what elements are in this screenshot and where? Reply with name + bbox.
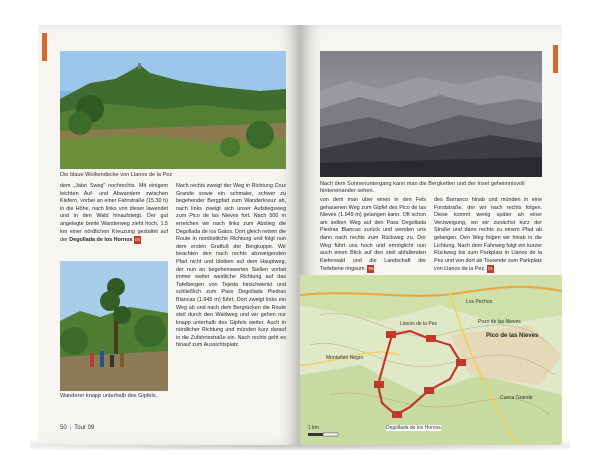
left-page bbox=[38, 25, 300, 445]
left-column-1-text bbox=[60, 183, 168, 245]
page-number: 50 bbox=[60, 425, 67, 431]
waypoint-badge-right-2: 01 bbox=[488, 266, 494, 272]
photo2-caption: Wanderer knapp unterhalb des Gipfels. bbox=[60, 393, 158, 399]
right-column-2-text bbox=[434, 197, 542, 274]
trail-map bbox=[300, 275, 562, 445]
left-column-2-text: Nach rechts zweigt der Weg in Richtung Cruz Grande sowie ein schmaler, schwer zu begehender Bergpfad zum Wanderkreuz ab, nach links zweigt sich unser Aufstiegsweg zum Pico de las Nieves fort. Nach 500 m erreichen wir nach links zum Abstieg die Degollada de los Gatos. Dort gleich neben die Route in nordöstliche Richtung und folgt nun dem ersten Gratfuß der Bergkuppe. Wir beachten den nach rechts abzweigenden Pfad nicht und bleiben auf dem Hauptweg, der nun an begehenswerten Stellen vorbei immer weiter westliche Richtung auf das Tafelbergen von Tejeda hinschwenkt und schließlich zum Pass Degollada Piedras Blancas (1.945 m) führt. Dort zweigt links ein Weg ab und nach dem Bergrücken die Route steil durch den Waldweg und wir gehen nur knapp unterhalb des Gipfels weiter. Auch in nördlicher Richtung und münden kurz darauf in die Zufahrtsstraße ein. Nach rechts geht es hinauf zum Aussichtsplatz. bbox=[176, 183, 286, 349]
right-col1-body: von dem man über einen in den Fels gehauenen Weg zum Gipfel des Pico de las Nieves (1.949 m) gelangen kann. Oft schon am selben Weg auf den Pass Degollada Piedras Blancas zurück und wenden uns dann nach rechts zum Rückweg zu. Der Weg führt uns hoch und ermöglicht nun auch einen Blick auf den steil abfallenden Kieferwald und die Landschaft der Tiefebene ringsum. bbox=[320, 197, 426, 273]
map-scale: 1 km bbox=[308, 425, 319, 431]
photo-caption-right: Nach dem Sonnenuntergang kann man die Bergketten und der Insel geheimnisvoll hintereinander sehen. bbox=[320, 181, 525, 194]
tour-label: Tour 09 bbox=[74, 425, 95, 431]
map-label-peak: Pico de las Nieves bbox=[486, 333, 539, 339]
right-page bbox=[300, 25, 562, 445]
photo1-caption: Die blaue Wolkendecke von Llanos de la Pez bbox=[60, 172, 173, 178]
map-label-degollada: Degollada de los Hornos bbox=[386, 425, 441, 431]
page-folio: 50 | Tour 09 bbox=[60, 425, 95, 431]
right-column-1-text bbox=[320, 197, 426, 274]
hikers-photo bbox=[60, 261, 168, 391]
waypoint-badge-right: 06 bbox=[368, 266, 374, 272]
misty-ridges-photo bbox=[320, 51, 542, 177]
chapter-tab-marker bbox=[42, 33, 47, 61]
map-label-pozo: Pozo de las Nieves bbox=[478, 319, 521, 325]
mountain-landscape-photo bbox=[60, 51, 286, 169]
open-book bbox=[38, 25, 562, 445]
right-col2-body: des Barranco hinab und münden in eine Forststraße, der wir nach rechts folgen. Diese kommt wenig später an einer Verzweigung, wo wir zunächst kurz der Straße und dann rechts zu einem Pfad ab gelangen. Den Weg folgen wir hinab in die Lichtung. Nach dem Fahrweg folgt ein kurzer Rückweg bis zum Parkplatz in Llanos de la Pez und von dort ab Tourende zum Parkplatz von Llanos de la Pez. bbox=[434, 197, 542, 273]
map-label-llanos: Llanos de la Pez bbox=[400, 321, 437, 327]
col1-highlight: Degollada de los Hornos bbox=[69, 237, 133, 244]
map-label-pechos: Los Pechos bbox=[466, 299, 493, 305]
map-label-cueva: Cueva Grande bbox=[500, 395, 533, 401]
waypoint-badge: 04 bbox=[135, 237, 141, 243]
col1-body: dem „Jabo Sweg" nochrechts. Mit einigem leichten Auf- und Abwandern zwischen Kiefern, vorbei an einer Fahrstraße (15.30 h) in die Höhe, nach links von dieser lawendet und in den Wald hinaufsteigt. Der gut angelegte breite Wanderweg zieht hoch, 1,5 km einer nördlichen Kreuzung gestaltet auf der bbox=[60, 183, 168, 244]
map-label-montanon: Montañón Negro bbox=[326, 355, 364, 361]
chapter-tab-marker-right bbox=[553, 45, 558, 73]
